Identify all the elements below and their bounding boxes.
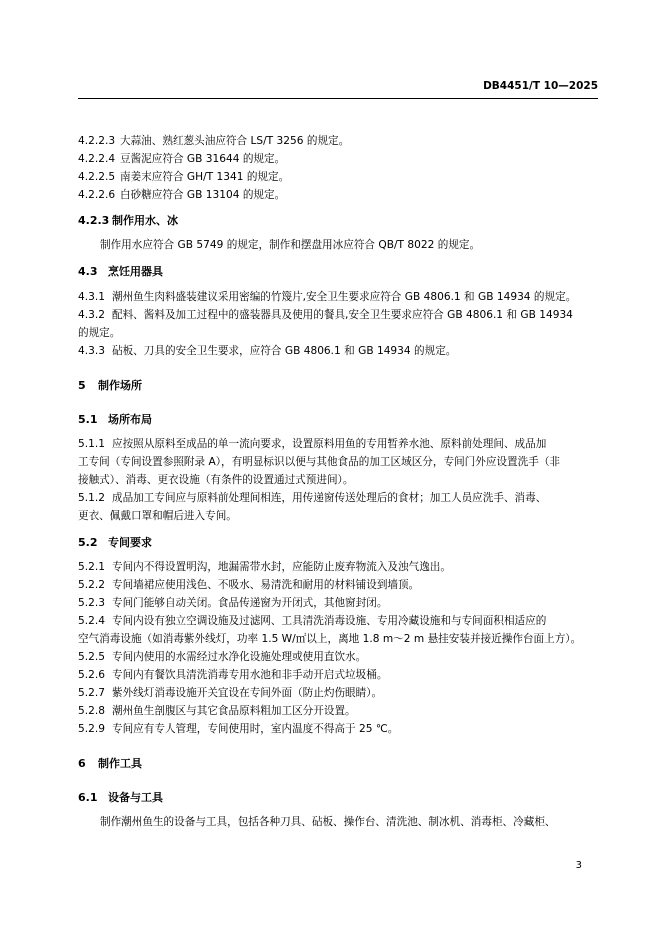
clause-line: 5.2.1 专间内不得设置明沟，地漏需带水封，应能防止废弃物流入及浊气逸出。: [78, 561, 451, 573]
chapter-heading: 6 制作工具: [78, 757, 142, 770]
clause-line: 5.2.5 专间内使用的水需经过水净化设施处理或使用直饮水。: [78, 651, 367, 663]
clause-line: 5.1.2 成品加工专间应与原料前处理间相连，用传递窗传送处理后的食材；加工人员应洗手、消毒、: [78, 492, 547, 504]
clause-line: 4.3.3 砧板、刀具的安全卫生要求，应符合 GB 4806.1 和 GB 14934 的规定。: [78, 345, 457, 357]
clause-continuation: 的规定。: [78, 327, 121, 339]
clause-continuation: 接触式）、消毒、更衣设施（有条件的设置通过式预进间）。: [78, 474, 354, 486]
section-heading: 4.2.3 制作用水、冰: [78, 214, 178, 227]
clause-line: 5.2.7 紫外线灯消毒设施开关宜设在专间外面（防止灼伤眼睛）。: [78, 687, 383, 699]
document-code: DB4451/T 10—2025: [483, 80, 598, 92]
section-heading: 5.2 专间要求: [78, 536, 152, 549]
clause-line: 4.3.1 潮州鱼生肉料盛装建议采用密编的竹篾片,安全卫生要求应符合 GB 4806.1 和 GB 14934 的规定。: [78, 291, 577, 303]
paragraph-line: 制作潮州鱼生的设备与工具，包括各种刀具、砧板、操作台、清洗池、制冰机、消毒柜、冷藏柜、: [100, 816, 556, 828]
clause-line: 4.2.2.4 豆酱泥应符合 GB 31644 的规定。: [78, 153, 286, 165]
clause-continuation: 更衣、佩戴口罩和帽后进入专间。: [78, 510, 237, 522]
clause-line: 4.3.2 配料、酱料及加工过程中的盛装器具及使用的餐具,安全卫生要求应符合 GB 4806.1 和 GB 14934: [78, 309, 573, 321]
clause-line: 4.2.2.3 大蒜油、熟红葱头油应符合 LS/T 3256 的规定。: [78, 135, 350, 147]
clause-line: 5.2.9 专间应有专人管理，专间使用时，室内温度不得高于 25 ℃。: [78, 723, 399, 735]
clause-line: 5.2.3 专间门能够自动关闭。食品传递窗为开闭式，其他窗封闭。: [78, 597, 388, 609]
header-rule: [78, 98, 598, 99]
clause-continuation: 空气消毒设施（如消毒紫外线灯，功率 1.5 W/㎡以上，离地 1.8 m～2 m 悬挂安装并接近操作台面上方）。: [78, 633, 582, 645]
section-heading: 5.1 场所布局: [78, 413, 152, 426]
page-number: 3: [575, 860, 582, 871]
clause-continuation: 工专间（专间设置参照附录 A），有明显标识以便与其他食品的加工区域区分，专间门外应设置洗手（非: [78, 456, 561, 468]
paragraph-line: 制作用水应符合 GB 5749 的规定，制作和摆盘用冰应符合 QB/T 8022 的规定。: [100, 239, 481, 251]
section-heading: 4.3 烹饪用器具: [78, 265, 163, 278]
clause-line: 5.2.8 潮州鱼生剖腹区与其它食品原料粗加工区分开设置。: [78, 705, 356, 717]
clause-line: 4.2.2.5 南姜末应符合 GH/T 1341 的规定。: [78, 171, 290, 183]
chapter-heading: 5 制作场所: [78, 379, 142, 392]
clause-line: 5.2.4 专间内设有独立空调设施及过滤网、工具清洗消毒设施、专用冷藏设施和与专间面积相适应的: [78, 615, 547, 627]
section-heading: 6.1 设备与工具: [78, 791, 163, 804]
clause-line: 5.2.6 专间内有餐饮具清洗消毒专用水池和非手动开启式垃圾桶。: [78, 669, 388, 681]
clause-line: 5.1.1 应按照从原料至成品的单一流向要求，设置原料用鱼的专用暂养水池、原料前处理间、成品加: [78, 438, 547, 450]
clause-line: 4.2.2.6 白砂糖应符合 GB 13104 的规定。: [78, 189, 286, 201]
clause-line: 5.2.2 专间墙裙应使用浅色、不吸水、易清洗和耐用的材料铺设到墙顶。: [78, 579, 420, 591]
